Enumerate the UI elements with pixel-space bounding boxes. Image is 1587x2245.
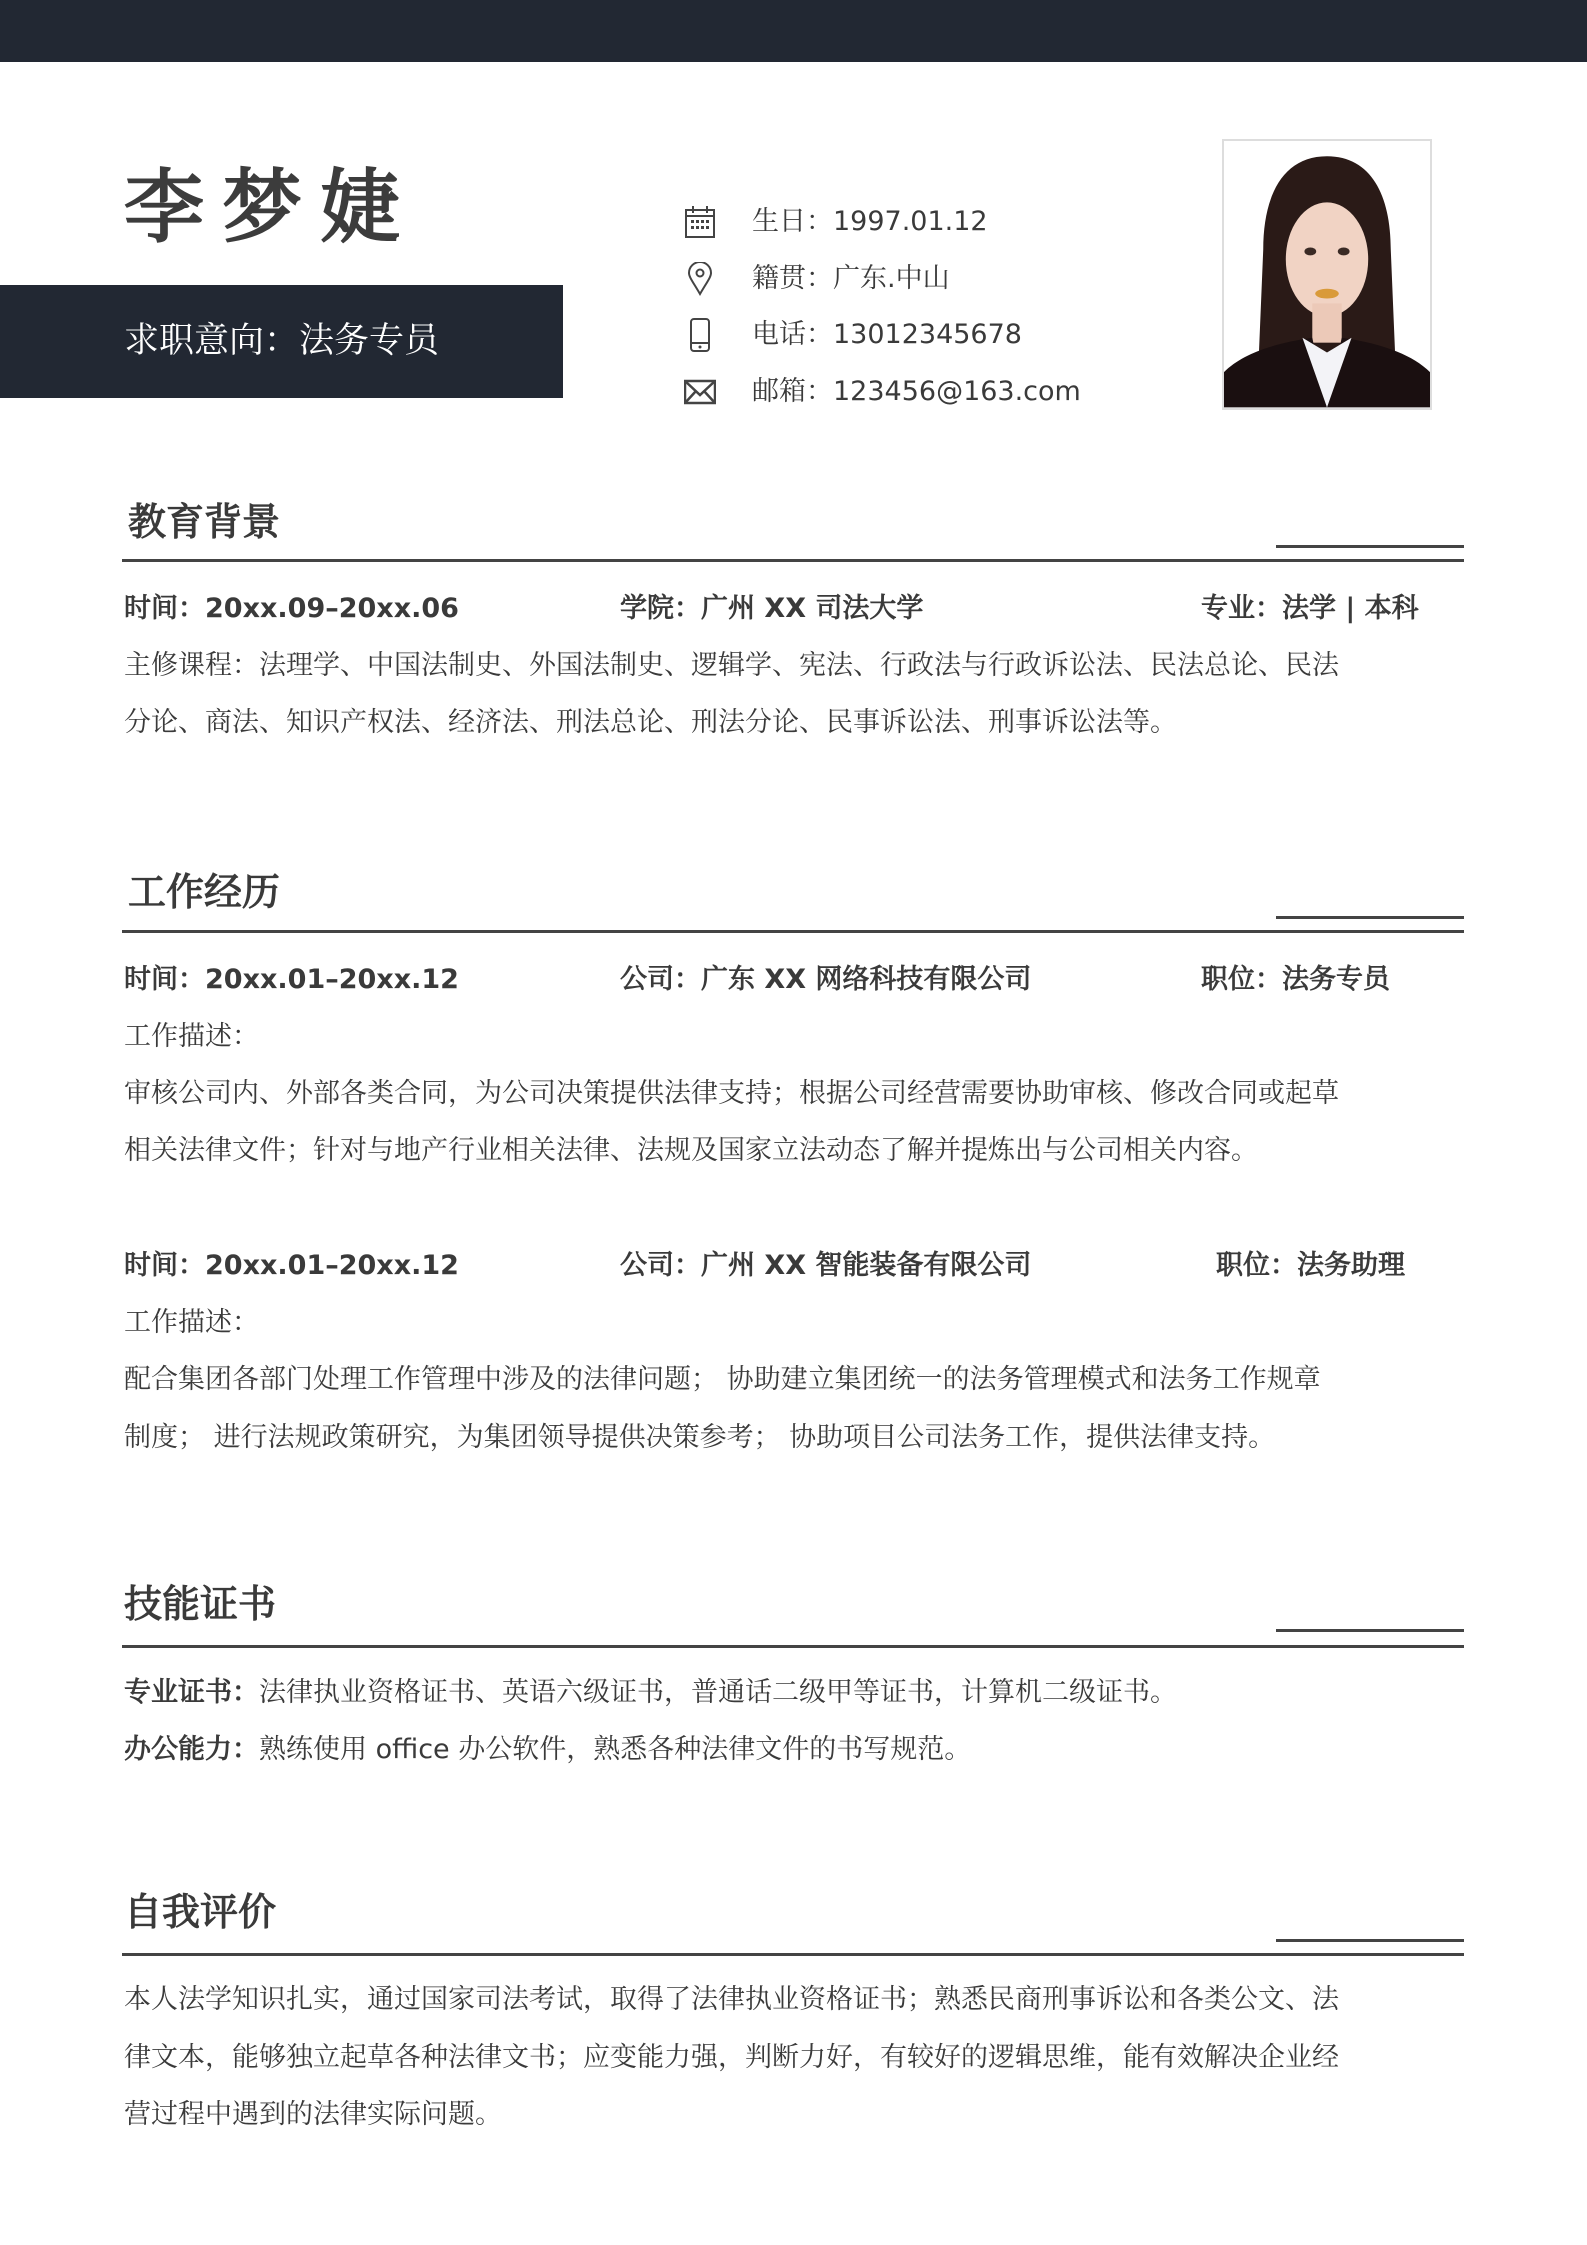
skill-label: 办公能力： bbox=[124, 1734, 259, 1765]
info-value: 1997.01.12 bbox=[833, 206, 988, 237]
info-birthday bbox=[684, 202, 988, 242]
info-label: 电话： bbox=[752, 319, 833, 350]
job-desc: 相关法律文件；针对与地产行业相关法律、法规及国家立法动态了解并提炼出与公司相关内容。 bbox=[124, 1135, 1258, 1166]
section-title-education: 教育背景 bbox=[128, 500, 281, 544]
info-label: 邮箱： bbox=[752, 376, 833, 407]
calendar-icon bbox=[684, 205, 716, 239]
job-company: 公司：广东 XX 网络科技有限公司 bbox=[620, 964, 1032, 995]
info-value: 广东.中山 bbox=[833, 263, 950, 294]
section-title-work: 工作经历 bbox=[128, 870, 281, 914]
phone-icon bbox=[684, 318, 716, 352]
skill-text: 熟练使用 office 办公软件，熟悉各种法律文件的书写规范。 bbox=[259, 1734, 972, 1765]
candidate-name: 李梦婕 bbox=[124, 161, 418, 254]
info-label: 生日： bbox=[752, 206, 833, 237]
job-objective-banner: 求职意向：法务专员 bbox=[0, 285, 563, 398]
section-accent-line bbox=[1276, 545, 1464, 548]
job-time: 时间：20xx.01–20xx.12 bbox=[124, 1250, 459, 1281]
job-desc: 配合集团各部门处理工作管理中涉及的法律问题； 协助建立集团统一的法务管理模式和法务工作规章 bbox=[124, 1364, 1321, 1395]
job-desc-label: 工作描述： bbox=[124, 1307, 259, 1338]
self-evaluation-text: 律文本，能够独立起草各种法律文书；应变能力强，判断力好，有较好的逻辑思维，能有效解决企业经 bbox=[124, 2042, 1339, 2073]
education-school: 学院：广州 XX 司法大学 bbox=[620, 593, 924, 624]
education-time: 时间：20xx.09–20xx.06 bbox=[124, 593, 459, 624]
info-email bbox=[684, 372, 1081, 412]
job-desc: 审核公司内、外部各类合同，为公司决策提供法律支持；根据公司经营需要协助审核、修改合同或起草 bbox=[124, 1078, 1339, 1109]
info-value: 123456@163.com bbox=[833, 376, 1081, 407]
education-major: 专业：法学 | 本科 bbox=[1201, 593, 1419, 624]
self-evaluation-text: 营过程中遇到的法律实际问题。 bbox=[124, 2099, 502, 2130]
skill-item bbox=[124, 1730, 971, 1770]
self-evaluation-text: 本人法学知识扎实，通过国家司法考试，取得了法律执业资格证书；熟悉民商刑事诉讼和各类公文、法 bbox=[124, 1984, 1339, 2015]
mail-icon bbox=[684, 375, 716, 409]
location-pin-icon bbox=[684, 262, 716, 296]
section-title-self-evaluation: 自我评价 bbox=[124, 1890, 277, 1934]
section-accent-line bbox=[1276, 916, 1464, 919]
section-divider bbox=[122, 1645, 1464, 1648]
info-label: 籍贯： bbox=[752, 263, 833, 294]
job-time: 时间：20xx.01–20xx.12 bbox=[124, 964, 459, 995]
job-desc-label: 工作描述： bbox=[124, 1021, 259, 1052]
skill-label: 专业证书： bbox=[124, 1677, 259, 1708]
section-title-skills: 技能证书 bbox=[124, 1582, 277, 1626]
section-divider bbox=[122, 930, 1464, 933]
info-value: 13012345678 bbox=[833, 319, 1022, 350]
section-accent-line bbox=[1276, 1629, 1464, 1632]
job-position: 职位：法务专员 bbox=[1201, 964, 1390, 995]
education-courses: 分论、商法、知识产权法、经济法、刑法总论、刑法分论、民事诉讼法、刑事诉讼法等。 bbox=[124, 707, 1177, 738]
section-divider bbox=[122, 559, 1464, 562]
top-bar bbox=[0, 0, 1587, 62]
section-accent-line bbox=[1276, 1939, 1464, 1942]
section-divider bbox=[122, 1953, 1464, 1956]
skill-text: 法律执业资格证书、英语六级证书，普通话二级甲等证书，计算机二级证书。 bbox=[259, 1677, 1177, 1708]
profile-photo bbox=[1222, 139, 1432, 410]
job-company: 公司：广州 XX 智能装备有限公司 bbox=[620, 1250, 1032, 1281]
info-hometown bbox=[684, 259, 950, 299]
skill-item bbox=[124, 1673, 1177, 1713]
info-phone bbox=[684, 315, 1022, 355]
education-courses: 主修课程：法理学、中国法制史、外国法制史、逻辑学、宪法、行政法与行政诉讼法、民法总论、民法 bbox=[124, 650, 1339, 681]
job-desc: 制度； 进行法规政策研究，为集团领导提供决策参考； 协助项目公司法务工作，提供法律支持。 bbox=[124, 1422, 1276, 1453]
job-position: 职位：法务助理 bbox=[1216, 1250, 1405, 1281]
